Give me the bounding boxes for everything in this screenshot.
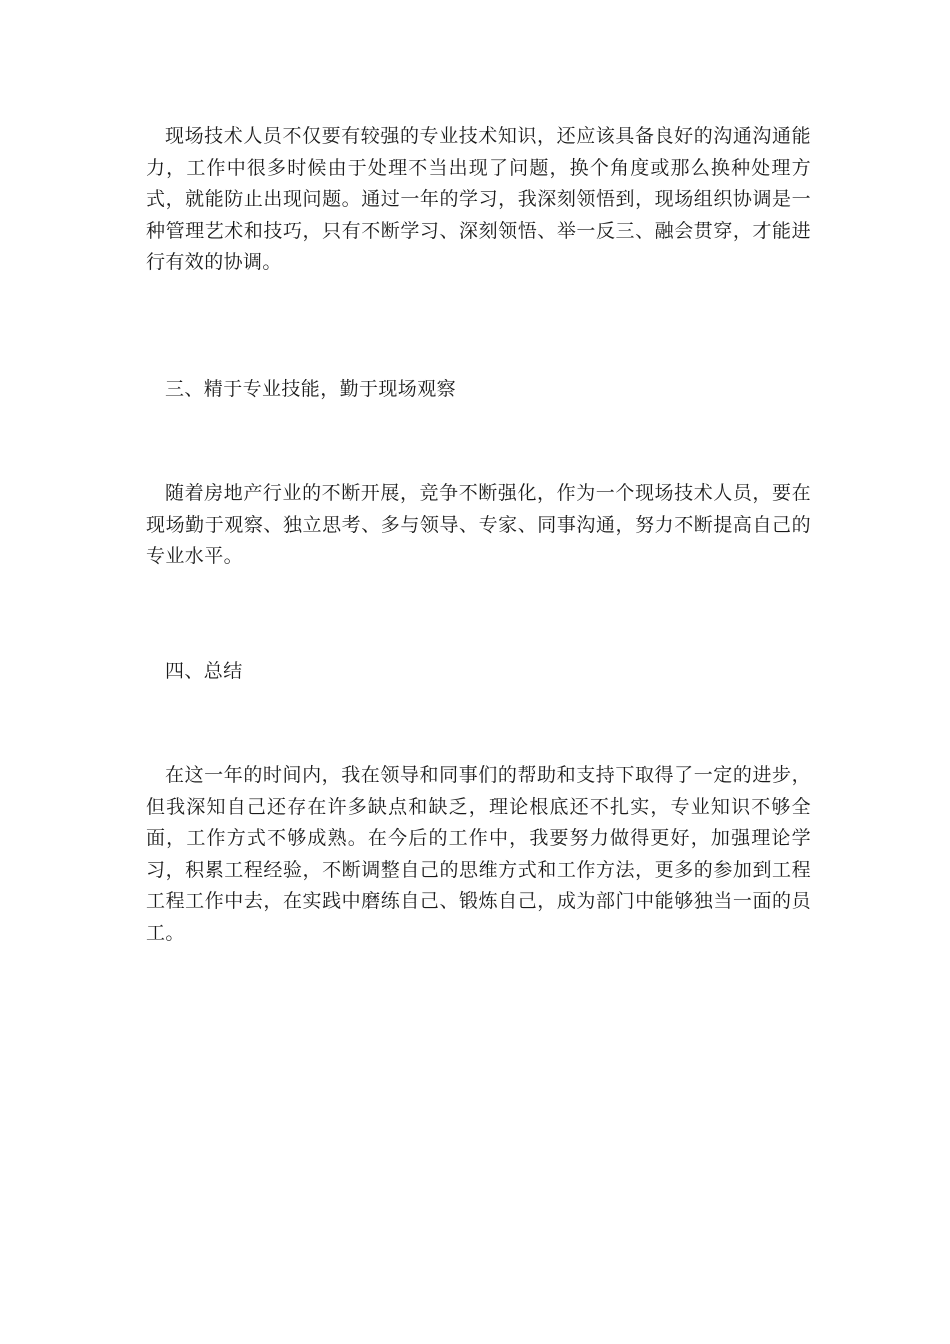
section-heading-summary: 四、总结 xyxy=(165,660,243,682)
paragraph-summary: 在这一年的时间内，我在领导和同事们的帮助和支持下取得了一定的进步，但我深知自己还存在许多缺点和缺乏，理论根底还不扎实，专业知识不够全面，工作方式不够成熟。在今后的工作中，我要努力做得更好，加强理论学习，积累工程经验，不断调整自己的思维方式和工作方法，更多的参加到工程工程工作中去，在实践中磨练自己、锻炼自己，成为部门中能够独当一面的员工。 xyxy=(146,764,811,944)
section-heading-skills: 三、精于专业技能，勤于现场观察 xyxy=(165,378,457,400)
paragraph-observation: 随着房地产行业的不断开展，竞争不断强化，作为一个现场技术人员，要在现场勤于观察、独立思考、多与领导、专家、同事沟通，努力不断提高自己的专业水平。 xyxy=(146,482,811,567)
paragraph-communication: 现场技术人员不仅要有较强的专业技术知识，还应该具备良好的沟通沟通能力，工作中很多时候由于处理不当出现了问题，换个角度或那么换种处理方式，就能防止出现问题。通过一年的学习，我深刻领悟到，现场组织协调是一种管理艺术和技巧，只有不断学习、深刻领悟、举一反三、融会贯穿，才能进行有效的协调。 xyxy=(146,125,811,273)
